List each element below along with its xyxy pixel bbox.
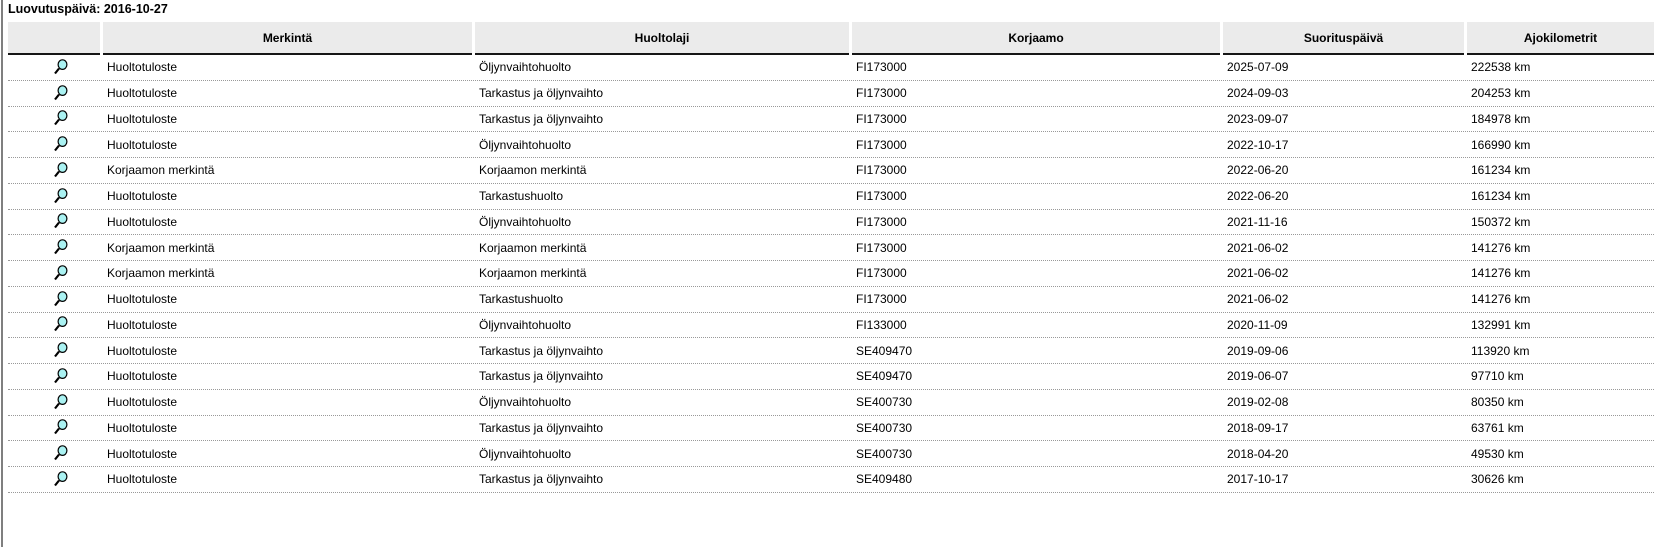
table-row: [8, 235, 1654, 261]
open-record-button[interactable]: [53, 316, 69, 333]
cell-korjaamo: FI173000: [856, 214, 907, 229]
cell-huoltolaji: Öljynvaihtohuolto: [479, 137, 572, 152]
cell-huoltolaji: Öljynvaihtohuolto: [479, 395, 572, 410]
cell-ajokilometrit: 97710 km: [1471, 369, 1524, 384]
table-row: [8, 184, 1654, 210]
table-body: [8, 55, 1654, 493]
cell-merkinta: Huoltotuloste: [107, 137, 178, 152]
row-detail-cell: [8, 419, 100, 436]
delivery-date-label: Luovutuspäivä: 2016-10-27: [8, 2, 168, 16]
open-record-button[interactable]: [53, 85, 69, 102]
cell-suorituspaiva: 2023-09-07: [1227, 111, 1289, 126]
cell-ajokilometrit: 30626 km: [1471, 472, 1524, 487]
cell-huoltolaji: Öljynvaihtohuolto: [479, 214, 572, 229]
table-row: [8, 416, 1654, 442]
cell-huoltolaji: Tarkastus ja öljynvaihto: [479, 111, 604, 126]
table-row: [8, 467, 1654, 493]
cell-suorituspaiva: 2022-06-20: [1227, 189, 1289, 204]
row-detail-cell: [8, 316, 100, 333]
open-record-button[interactable]: [53, 445, 69, 462]
open-record-button[interactable]: [53, 59, 69, 76]
table-header-row: [8, 22, 1654, 55]
cell-merkinta: Korjaamon merkintä: [107, 266, 215, 281]
cell-korjaamo: FI173000: [856, 111, 907, 126]
cell-suorituspaiva: 2019-06-07: [1227, 369, 1289, 384]
cell-merkinta: Korjaamon merkintä: [107, 163, 215, 178]
cell-suorituspaiva: 2018-04-20: [1227, 446, 1289, 461]
cell-ajokilometrit: 63761 km: [1471, 420, 1524, 435]
magnifier-icon: [53, 265, 69, 282]
cell-ajokilometrit: 49530 km: [1471, 446, 1524, 461]
table-row: [8, 158, 1654, 184]
cell-korjaamo: FI173000: [856, 266, 907, 281]
column-header-icon: [8, 22, 100, 55]
cell-merkinta: Huoltotuloste: [107, 395, 178, 410]
magnifier-icon: [53, 59, 69, 76]
open-record-button[interactable]: [53, 110, 69, 127]
table-row: [8, 441, 1654, 467]
magnifier-icon: [53, 136, 69, 153]
cell-korjaamo: FI173000: [856, 137, 907, 152]
cell-merkinta: Huoltotuloste: [107, 317, 178, 332]
cell-suorituspaiva: 2021-06-02: [1227, 292, 1289, 307]
row-detail-cell: [8, 136, 100, 153]
cell-korjaamo: FI173000: [856, 163, 907, 178]
cell-huoltolaji: Tarkastus ja öljynvaihto: [479, 369, 604, 384]
cell-ajokilometrit: 132991 km: [1471, 317, 1531, 332]
table-row: [8, 313, 1654, 339]
row-detail-cell: [8, 368, 100, 385]
cell-merkinta: Huoltotuloste: [107, 446, 178, 461]
row-detail-cell: [8, 162, 100, 179]
row-detail-cell: [8, 110, 100, 127]
cell-merkinta: Korjaamon merkintä: [107, 240, 215, 255]
cell-merkinta: Huoltotuloste: [107, 214, 178, 229]
cell-suorituspaiva: 2021-06-02: [1227, 266, 1289, 281]
magnifier-icon: [53, 316, 69, 333]
cell-korjaamo: FI133000: [856, 317, 907, 332]
cell-korjaamo: FI173000: [856, 292, 907, 307]
cell-merkinta: Huoltotuloste: [107, 292, 178, 307]
cell-merkinta: Huoltotuloste: [107, 420, 178, 435]
cell-huoltolaji: Öljynvaihtohuolto: [479, 60, 572, 75]
open-record-button[interactable]: [53, 162, 69, 179]
cell-huoltolaji: Korjaamon merkintä: [479, 240, 587, 255]
row-detail-cell: [8, 394, 100, 411]
column-header-korjaamo: Korjaamo: [852, 22, 1220, 55]
cell-ajokilometrit: 161234 km: [1471, 163, 1531, 178]
cell-huoltolaji: Öljynvaihtohuolto: [479, 317, 572, 332]
row-detail-cell: [8, 342, 100, 359]
service-history-table: [8, 22, 1654, 493]
cell-merkinta: Huoltotuloste: [107, 369, 178, 384]
cell-korjaamo: SE409470: [856, 369, 913, 384]
cell-suorituspaiva: 2024-09-03: [1227, 86, 1289, 101]
cell-suorituspaiva: 2025-07-09: [1227, 60, 1289, 75]
cell-suorituspaiva: 2022-06-20: [1227, 163, 1289, 178]
row-detail-cell: [8, 188, 100, 205]
magnifier-icon: [53, 239, 69, 256]
table-row: [8, 261, 1654, 287]
cell-merkinta: Huoltotuloste: [107, 472, 178, 487]
cell-suorituspaiva: 2021-06-02: [1227, 240, 1289, 255]
row-detail-cell: [8, 59, 100, 76]
cell-huoltolaji: Korjaamon merkintä: [479, 163, 587, 178]
cell-suorituspaiva: 2019-02-08: [1227, 395, 1289, 410]
magnifier-icon: [53, 471, 69, 488]
magnifier-icon: [53, 85, 69, 102]
table-row: [8, 132, 1654, 158]
row-detail-cell: [8, 445, 100, 462]
magnifier-icon: [53, 419, 69, 436]
open-record-button[interactable]: [53, 265, 69, 282]
cell-huoltolaji: Öljynvaihtohuolto: [479, 446, 572, 461]
table-row: [8, 210, 1654, 236]
table-row: [8, 390, 1654, 416]
row-detail-cell: [8, 213, 100, 230]
open-record-button[interactable]: [53, 368, 69, 385]
cell-suorituspaiva: 2020-11-09: [1227, 317, 1288, 332]
column-header-huoltolaji: Huoltolaji: [475, 22, 849, 55]
magnifier-icon: [53, 291, 69, 308]
cell-huoltolaji: Tarkastus ja öljynvaihto: [479, 472, 604, 487]
column-header-ajokilometrit: Ajokilometrit: [1467, 22, 1654, 55]
cell-korjaamo: FI173000: [856, 60, 907, 75]
cell-korjaamo: FI173000: [856, 240, 907, 255]
magnifier-icon: [53, 162, 69, 179]
cell-ajokilometrit: 161234 km: [1471, 189, 1531, 204]
cell-ajokilometrit: 141276 km: [1471, 240, 1531, 255]
cell-korjaamo: SE409480: [856, 472, 913, 487]
open-record-button[interactable]: [53, 471, 69, 488]
cell-ajokilometrit: 141276 km: [1471, 292, 1531, 307]
cell-huoltolaji: Tarkastus ja öljynvaihto: [479, 343, 604, 358]
open-record-button[interactable]: [53, 188, 69, 205]
magnifier-icon: [53, 188, 69, 205]
cell-suorituspaiva: 2021-11-16: [1227, 214, 1288, 229]
table-row: [8, 338, 1654, 364]
cell-ajokilometrit: 150372 km: [1471, 214, 1531, 229]
cell-merkinta: Huoltotuloste: [107, 60, 178, 75]
cell-korjaamo: FI173000: [856, 86, 907, 101]
cell-merkinta: Huoltotuloste: [107, 111, 178, 126]
left-border-rule: [1, 0, 3, 547]
cell-merkinta: Huoltotuloste: [107, 86, 178, 101]
magnifier-icon: [53, 110, 69, 127]
cell-korjaamo: SE400730: [856, 420, 913, 435]
row-detail-cell: [8, 291, 100, 308]
row-detail-cell: [8, 471, 100, 488]
magnifier-icon: [53, 445, 69, 462]
row-detail-cell: [8, 239, 100, 256]
cell-ajokilometrit: 222538 km: [1471, 60, 1531, 75]
cell-korjaamo: SE400730: [856, 446, 913, 461]
cell-suorituspaiva: 2018-09-17: [1227, 420, 1289, 435]
cell-ajokilometrit: 113920 km: [1471, 343, 1530, 358]
open-record-button[interactable]: [53, 342, 69, 359]
cell-huoltolaji: Tarkastushuolto: [479, 292, 564, 307]
table-row: [8, 287, 1654, 313]
open-record-button[interactable]: [53, 291, 69, 308]
table-row: [8, 107, 1654, 133]
cell-ajokilometrit: 141276 km: [1471, 266, 1531, 281]
table-row: [8, 81, 1654, 107]
table-row: [8, 55, 1654, 81]
cell-huoltolaji: Tarkastus ja öljynvaihto: [479, 420, 604, 435]
cell-korjaamo: SE400730: [856, 395, 913, 410]
open-record-button[interactable]: [53, 136, 69, 153]
table-row: [8, 364, 1654, 390]
open-record-button[interactable]: [53, 239, 69, 256]
magnifier-icon: [53, 394, 69, 411]
cell-suorituspaiva: 2019-09-06: [1227, 343, 1289, 358]
cell-suorituspaiva: 2017-10-17: [1227, 472, 1289, 487]
cell-korjaamo: FI173000: [856, 189, 907, 204]
cell-ajokilometrit: 80350 km: [1471, 395, 1524, 410]
magnifier-icon: [53, 213, 69, 230]
magnifier-icon: [53, 368, 69, 385]
cell-merkinta: Huoltotuloste: [107, 343, 178, 358]
cell-merkinta: Huoltotuloste: [107, 189, 178, 204]
cell-suorituspaiva: 2022-10-17: [1227, 137, 1289, 152]
cell-ajokilometrit: 166990 km: [1471, 137, 1531, 152]
row-detail-cell: [8, 85, 100, 102]
cell-korjaamo: SE409470: [856, 343, 913, 358]
cell-ajokilometrit: 204253 km: [1471, 86, 1531, 101]
cell-ajokilometrit: 184978 km: [1471, 111, 1531, 126]
open-record-button[interactable]: [53, 419, 69, 436]
cell-huoltolaji: Tarkastus ja öljynvaihto: [479, 86, 604, 101]
cell-huoltolaji: Korjaamon merkintä: [479, 266, 587, 281]
row-detail-cell: [8, 265, 100, 282]
cell-huoltolaji: Tarkastushuolto: [479, 189, 564, 204]
open-record-button[interactable]: [53, 394, 69, 411]
magnifier-icon: [53, 342, 69, 359]
column-header-merkinta: Merkintä: [103, 22, 472, 55]
column-header-suorituspaiva: Suorituspäivä: [1223, 22, 1464, 55]
open-record-button[interactable]: [53, 213, 69, 230]
